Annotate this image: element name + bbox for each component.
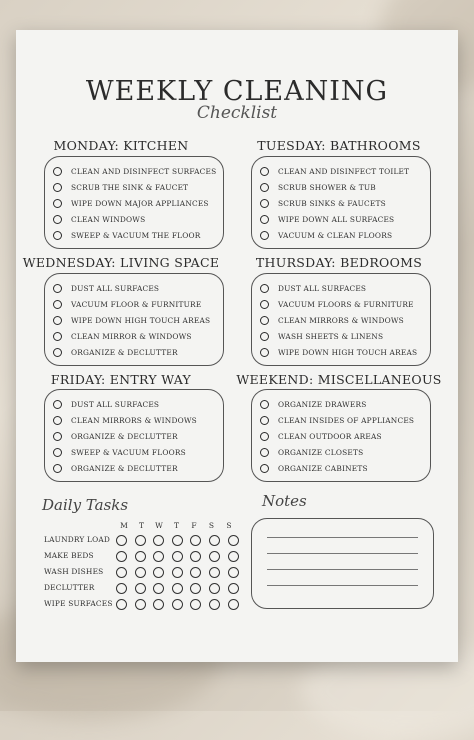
checkbox-circle[interactable] bbox=[53, 448, 62, 457]
checkbox-circle[interactable] bbox=[53, 332, 62, 341]
day-label: T bbox=[173, 521, 179, 530]
checkbox-circle[interactable] bbox=[260, 183, 269, 192]
day-label: M bbox=[120, 521, 128, 530]
checklist-item: WASH SHEETS & LINENS bbox=[260, 328, 430, 344]
checklist-item: ORGANIZE DRAWERS bbox=[260, 396, 430, 412]
checkbox-circle[interactable] bbox=[53, 348, 62, 357]
task-label: MAKE BEDS bbox=[44, 550, 94, 560]
checklist-item: SCRUB THE SINK & FAUCET bbox=[53, 179, 223, 195]
notes-line bbox=[267, 585, 418, 586]
checklist-item: ORGANIZE CABINETS bbox=[260, 460, 430, 476]
task-label: WASH DISHES bbox=[44, 566, 104, 576]
weekend-checklist bbox=[251, 389, 431, 482]
notes-line bbox=[267, 553, 418, 554]
page-title: WEEKLY CLEANING bbox=[85, 76, 389, 107]
checklist-item: DUST ALL SURFACES bbox=[260, 280, 430, 296]
task-label: LAUNDRY LOAD bbox=[44, 534, 111, 544]
section-title-weekend: WEEKEND: MISCELLANEOUS bbox=[236, 372, 442, 387]
checkbox-circle[interactable] bbox=[260, 167, 269, 176]
checkbox-circle[interactable] bbox=[260, 215, 269, 224]
monday-checklist bbox=[44, 156, 224, 249]
checklist-item: ORGANIZE CLOSETS bbox=[260, 444, 430, 460]
checkbox-circle[interactable] bbox=[53, 400, 62, 409]
checklist-item: VACUUM FLOORS & FURNITURE bbox=[260, 296, 430, 312]
checklist-item: ORGANIZE & DECLUTTER bbox=[53, 428, 223, 444]
wednesday-checklist bbox=[44, 273, 224, 366]
friday-checklist bbox=[44, 389, 224, 482]
checklist-item: WIPE DOWN HIGH TOUCH AREAS bbox=[260, 344, 430, 360]
checklist-item: DUST ALL SURFACES bbox=[53, 396, 223, 412]
checkbox-circle[interactable] bbox=[260, 284, 269, 293]
checkbox-circle[interactable] bbox=[260, 199, 269, 208]
checkbox-circle[interactable] bbox=[53, 167, 62, 176]
checkbox-circle[interactable] bbox=[260, 464, 269, 473]
section-title-thursday: THURSDAY: BEDROOMS bbox=[255, 255, 423, 270]
checklist-item: ORGANIZE & DECLUTTER bbox=[53, 344, 223, 360]
checkbox-circle[interactable] bbox=[53, 432, 62, 441]
thursday-checklist bbox=[251, 273, 431, 366]
checkbox-circle[interactable] bbox=[53, 231, 62, 240]
task-label: WIPE SURFACES bbox=[44, 598, 113, 608]
notes-title: Notes bbox=[262, 492, 307, 510]
checklist-item: SCRUB SINKS & FAUCETS bbox=[260, 195, 430, 211]
checkbox-circle[interactable] bbox=[53, 199, 62, 208]
checkbox-circle[interactable] bbox=[260, 316, 269, 325]
page-subtitle: Checklist bbox=[196, 103, 278, 123]
checklist-item: CLEAN MIRROR & WINDOWS bbox=[53, 328, 223, 344]
notes-box[interactable] bbox=[251, 518, 434, 609]
checklist-item: WIPE DOWN MAJOR APPLIANCES bbox=[53, 195, 223, 211]
checklist-item: DUST ALL SURFACES bbox=[53, 280, 223, 296]
checkbox-circle[interactable] bbox=[53, 464, 62, 473]
day-label: S bbox=[226, 521, 232, 530]
checklist-item: WIPE DOWN ALL SURFACES bbox=[260, 211, 430, 227]
checklist-item: VACUUM & CLEAN FLOORS bbox=[260, 227, 430, 243]
tuesday-checklist bbox=[251, 156, 431, 249]
checkbox-circle[interactable] bbox=[260, 300, 269, 309]
day-checkbox-group[interactable] bbox=[116, 594, 246, 613]
checklist-sheet bbox=[16, 30, 458, 662]
checkbox-circle[interactable] bbox=[53, 183, 62, 192]
checklist-item: SCRUB SHOWER & TUB bbox=[260, 179, 430, 195]
checklist-item: CLEAN INSIDES OF APPLIANCES bbox=[260, 412, 430, 428]
day-label: W bbox=[155, 521, 163, 530]
checklist-item: ORGANIZE & DECLUTTER bbox=[53, 460, 223, 476]
section-title-tuesday: TUESDAY: BATHROOMS bbox=[257, 138, 421, 153]
checklist-item: CLEAN OUTDOOR AREAS bbox=[260, 428, 430, 444]
checkbox-circle[interactable] bbox=[53, 416, 62, 425]
day-label: F bbox=[191, 521, 197, 530]
checkbox-circle[interactable] bbox=[260, 231, 269, 240]
section-title-wednesday: WEDNESDAY: LIVING SPACE bbox=[22, 255, 220, 270]
checklist-item: SWEEP & VACUUM THE FLOOR bbox=[53, 227, 223, 243]
checkbox-circle[interactable] bbox=[260, 400, 269, 409]
checklist-item: CLEAN AND DISINFECT SURFACES bbox=[53, 163, 223, 179]
checklist-item: SWEEP & VACUUM FLOORS bbox=[53, 444, 223, 460]
day-label: S bbox=[208, 521, 215, 530]
checkbox-circle[interactable] bbox=[53, 300, 62, 309]
checkbox-circle[interactable] bbox=[260, 348, 269, 357]
checkbox-circle[interactable] bbox=[53, 316, 62, 325]
daily-task-row bbox=[44, 595, 246, 611]
checklist-item: CLEAN AND DISINFECT TOILET bbox=[260, 163, 430, 179]
checkbox-circle[interactable] bbox=[53, 215, 62, 224]
checklist-item: WIPE DOWN HIGH TOUCH AREAS bbox=[53, 312, 223, 328]
notes-line bbox=[267, 537, 418, 538]
task-label: DECLUTTER bbox=[44, 582, 95, 592]
checkbox-circle[interactable] bbox=[260, 332, 269, 341]
checklist-item: CLEAN WINDOWS bbox=[53, 211, 223, 227]
checkbox-circle[interactable] bbox=[260, 432, 269, 441]
notes-line bbox=[267, 569, 418, 570]
checklist-item: CLEAN MIRRORS & WINDOWS bbox=[53, 412, 223, 428]
section-title-monday: MONDAY: KITCHEN bbox=[53, 138, 189, 153]
checklist-item: CLEAN MIRRORS & WINDOWS bbox=[260, 312, 430, 328]
checkbox-circle[interactable] bbox=[260, 416, 269, 425]
checklist-item: VACUUM FLOOR & FURNITURE bbox=[53, 296, 223, 312]
section-title-friday: FRIDAY: ENTRY WAY bbox=[50, 372, 192, 387]
daily-tasks-title: Daily Tasks bbox=[42, 496, 129, 514]
checkbox-circle[interactable] bbox=[260, 448, 269, 457]
checkbox-circle[interactable] bbox=[53, 284, 62, 293]
day-label: T bbox=[138, 521, 144, 530]
